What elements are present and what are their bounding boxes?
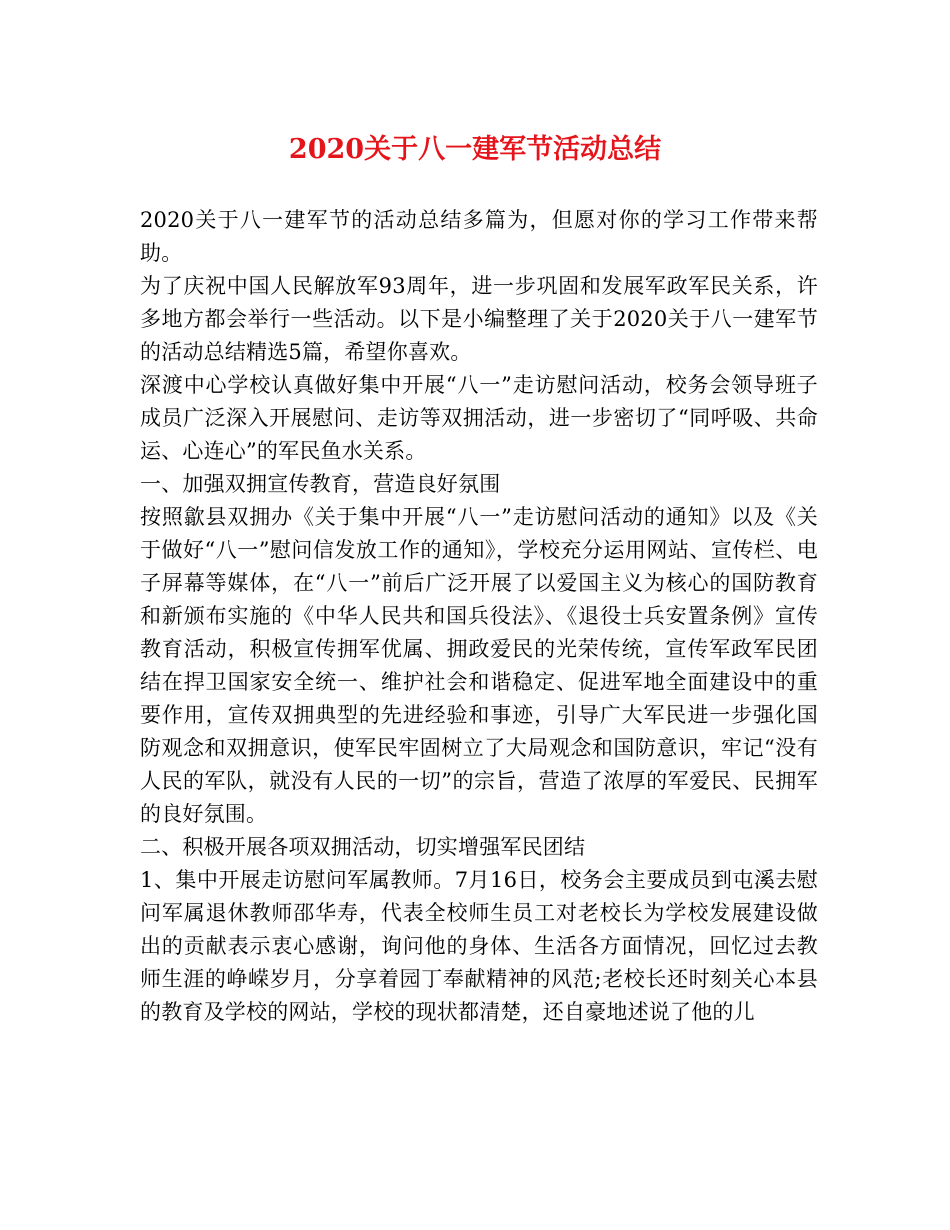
section-heading-1: 一、加强双拥宣传教育，营造良好氛围 <box>140 472 501 496</box>
paragraph-school-activity: 深渡中心学校认真做好集中开展“八一”走访慰问活动，校务会领导班子成员广泛深入开展慰问、走访等双拥活动，进一步密切了“同呼吸、共命运、心连心”的军民鱼水关系。 <box>140 373 818 463</box>
section-heading-2: 二、积极开展各项双拥活动，切实增强军民团结 <box>140 835 586 859</box>
paragraph-visit: 1、集中开展走访慰问军属教师。7月16日，校务会主要成员到屯溪去慰问军属退休教师邵华寿，代表全校师生员工对老校长为学校发展建设做出的贡献表示衷心感谢，询问他的身体、生活各方面情况，回忆过去教师生涯的峥嵘岁月，分享着园丁奉献精神的风范;老校长还时刻关心本县的教育及学校的网站，学校的现状都清楚，还自豪地述说了他的儿 <box>140 868 818 1024</box>
document-title: 2020关于八一建军节活动总结 <box>288 134 662 165</box>
paragraph-intro: 2020关于八一建军节的活动总结多篇为，但愿对你的学习工作带来帮助。 <box>140 208 818 265</box>
paragraph-publicity: 按照歙县双拥办《关于集中开展“八一”走访慰问活动的通知》以及《关于做好“八一”慰问信发放工作的通知》，学校充分运用网站、宣传栏、电子屏幕等媒体，在“八一”前后广泛开展了以爱国主义为核心的国防教育和新颁布实施的《中华人民共和国兵役法》、《退役士兵安置条例》宣传教育活动，积极宣传拥军优属、拥政爱民的光荣传统，宣传军政军民团结在捍卫国家安全统一、维护社会和谐稳定、促进军地全面建设中的重要作用，宣传双拥典型的先进经验和事迹，引导广大军民进一步强化国防观念和双拥意识，使军民牢固树立了大局观念和国防意识，牢记“没有人民的军队，就没有人民的一切”的宗旨，营造了浓厚的军爱民、民拥军的良好氛围。 <box>140 505 818 826</box>
paragraph-background: 为了庆祝中国人民解放军93周年，进一步巩固和发展军政军民关系，许多地方都会举行一些活动。以下是小编整理了关于2020关于八一建军节的活动总结精选5篇，希望你喜欢。 <box>140 274 818 364</box>
document-body <box>140 204 818 1029</box>
